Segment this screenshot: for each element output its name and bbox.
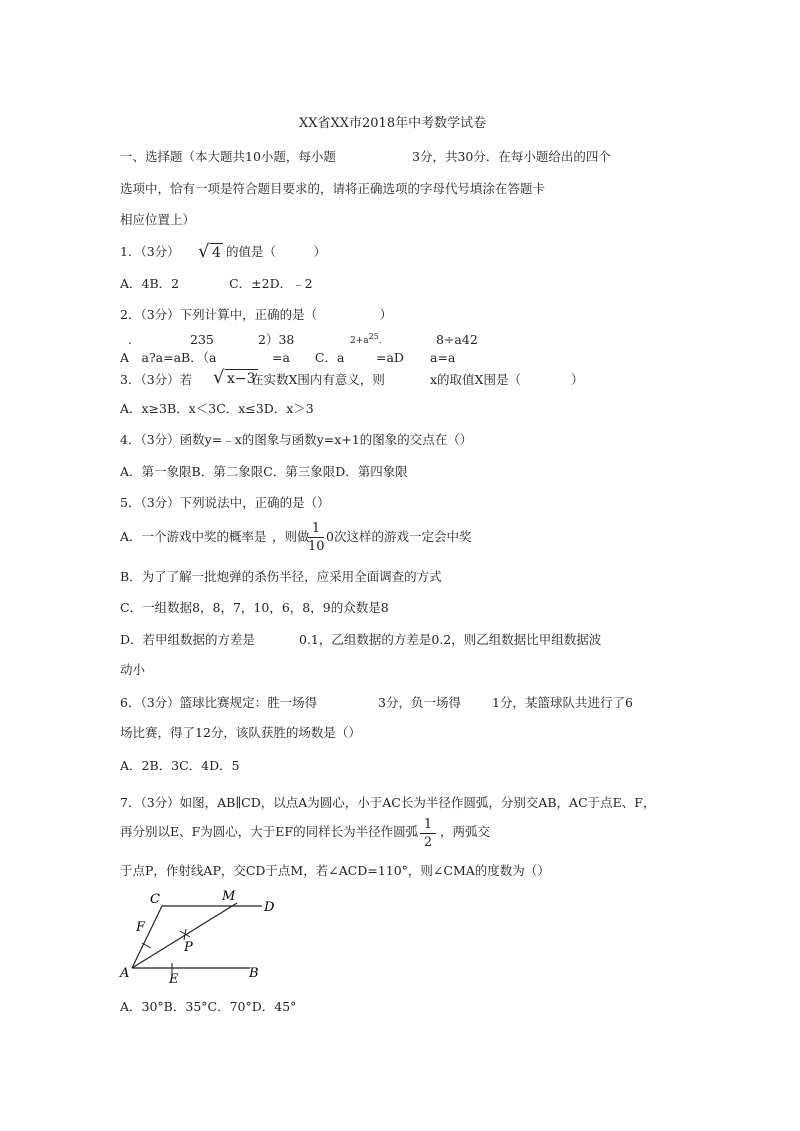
q7-line2-suffix: ，两弧交 xyxy=(440,824,491,839)
q5-option-a-middle: ，则做 xyxy=(272,529,310,544)
q1-options: A．4B．2 C．±2D．﹣2 xyxy=(120,276,313,291)
q5-option-a-prefix: A．一个游戏中奖的概率是 xyxy=(120,529,267,544)
q5-fraction xyxy=(308,521,324,554)
label-f: F xyxy=(136,920,146,935)
sqrt-icon: √ xyxy=(213,367,225,388)
q2-row2-a: A a?a=aB．（a xyxy=(120,350,217,365)
q2-row2-b: =a C．a xyxy=(272,350,345,365)
q7-line2-prefix: 再分别以E、F为圆心，大于EF的同样长为半径作圆弧 xyxy=(120,824,419,839)
q7-options: A．30°B．35°C．70°D．45° xyxy=(120,999,297,1014)
q7-fraction xyxy=(420,817,436,850)
page-title: XX省XX市2018年中考数学试卷 xyxy=(299,116,487,131)
q3-stem-middle: 在实数X围内有意义，则 xyxy=(251,372,385,387)
section-instruction-line2: 选项中，恰有一项是符合题目要求的，请将正确选项的字母代号填涂在答题卡 xyxy=(120,181,546,196)
q2-row1-sum-sup: 25 xyxy=(368,332,379,341)
q2-row1-sum xyxy=(350,333,382,346)
q6-stem-b: 3分，负一场得 xyxy=(378,695,461,710)
label-a: A xyxy=(120,966,130,981)
section-instruction-line1a: 一、选择题（本大题共10小题，每小题 xyxy=(120,149,336,164)
q2-row2-d: a=a xyxy=(430,350,456,365)
q5-option-a-suffix: 0次这样的游戏一定会中奖 xyxy=(326,529,472,544)
label-p: P xyxy=(184,940,193,955)
q1-stem-suffix: 的值是（ ） xyxy=(226,244,327,259)
q2-row1-sum-tail: . xyxy=(378,336,382,346)
section-instruction-line1b: 3分，共30分．在每小题给出的四个 xyxy=(412,149,611,164)
q4-stem: 4．（3分）函数y=﹣x的图象与函数y=x+1的图象的交点在（） xyxy=(120,432,473,447)
q5-option-c: C．一组数据8，8，7，10，6，8，9的众数是8 xyxy=(120,600,389,615)
q6-stem-d: 场比赛，得了12分，该队获胜的场数是（） xyxy=(120,725,361,740)
q1-radicand: 4 xyxy=(212,245,221,261)
q7-line1: 7．（3分）如图，AB∥CD，以点A为圆心，小于AC长为半径作圆弧，分别交AB，AC于点E、F， xyxy=(120,795,656,810)
q5-stem: 5．（3分）下列说法中，正确的是（） xyxy=(120,495,330,510)
q7-geometry-figure xyxy=(112,885,302,985)
q6-stem-c: 1分，某篮球队共进行了6 xyxy=(492,695,633,710)
q2-row1-paren: 2）38 xyxy=(258,332,295,347)
q2-row1-sum-base: 2+a xyxy=(350,336,369,346)
q7-fraction-numerator: 1 xyxy=(420,817,436,834)
q5-option-d-suffix: 动小 xyxy=(120,662,146,677)
q4-options: A．第一象限B．第二象限C．第三象限D．第四象限 xyxy=(120,464,408,479)
q3-options: A．x≥3B．x＜3C．x≤3D．x＞3 xyxy=(120,401,314,416)
section-instruction-line3: 相应位置上） xyxy=(120,212,196,227)
q2-stem: 2．（3分）下列计算中，正确的是（ ） xyxy=(120,307,393,322)
q5-fraction-denominator: 10 xyxy=(308,539,325,554)
q6-stem-a: 6．（3分）篮球比赛规定：胜一场得 xyxy=(120,695,318,710)
label-e: E xyxy=(169,972,179,985)
q5-option-d-prefix: D．若甲组数据的方差是 xyxy=(120,632,256,647)
q2-row1-division: 8÷a42 xyxy=(436,332,478,347)
sqrt-icon: √ xyxy=(198,241,210,262)
label-m: M xyxy=(222,889,236,904)
label-c: C xyxy=(150,892,160,907)
q2-row1-exponents: 235 xyxy=(190,332,214,347)
q5-option-b: B．为了了解一批炮弹的杀伤半径，应采用全面调查的方式 xyxy=(120,569,442,584)
q3-radicand: x−3 xyxy=(227,371,256,387)
q5-option-d-middle: 0.1，乙组数据的方差是0.2，则乙组数据比甲组数据波 xyxy=(299,632,602,647)
q3-stem-prefix: 3．（3分）若 xyxy=(120,372,193,387)
q7-fraction-denominator: 2 xyxy=(423,835,433,850)
q3-stem-suffix: x的取值X围是（ ） xyxy=(430,372,584,387)
q1-stem-prefix: 1．（3分） xyxy=(120,244,180,259)
q2-row2-c: =aD xyxy=(376,350,404,365)
q7-line3: 于点P，作射线AP，交CD于点M，若∠ACD=110°，则∠CMA的度数为（） xyxy=(120,863,550,878)
label-b: B xyxy=(249,966,259,981)
q2-row1-dot: . xyxy=(128,332,132,347)
q5-fraction-numerator: 1 xyxy=(308,521,324,538)
label-d: D xyxy=(264,900,275,915)
q6-options: A．2B．3C．4D．5 xyxy=(120,758,240,773)
